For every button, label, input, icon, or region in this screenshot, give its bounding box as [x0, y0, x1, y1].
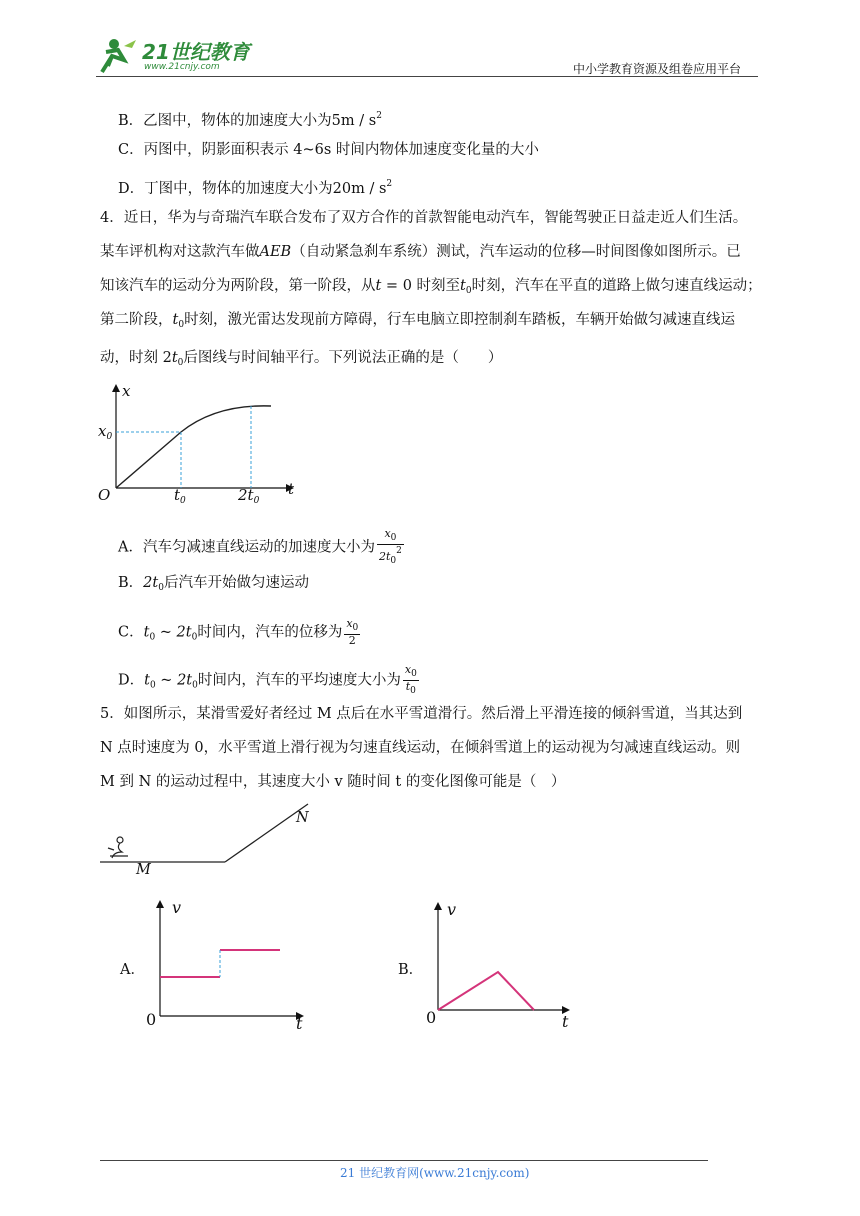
graph-x0-label: $x_0$	[98, 422, 113, 442]
q4-option-c: C．$t_0$ ~ $2t_0$时间内，汽车的位移为 $\frac{x_0}{2}$	[118, 617, 359, 647]
q3-option-b: B．乙图中，物体的加速度大小为$5m / s^2$	[118, 111, 382, 129]
graph-t-label: t	[288, 480, 295, 498]
point-n-label: N	[296, 810, 309, 826]
q5a-v-label: v	[172, 898, 182, 917]
triangle-velocity-line	[438, 972, 534, 1010]
q4-option-a: A．汽车匀减速直线运动的加速度大小为 $\frac{x_0}{2t_0^2}$	[118, 527, 402, 566]
logo-title: 21世纪教育	[142, 40, 250, 64]
graph-x-label: x	[122, 382, 131, 400]
q5b-origin-label: 0	[426, 1008, 437, 1027]
q5-line-3: M 到 N 的运动过程中，其速度大小 v 随时间 t 的变化图像可能是（ ）	[100, 774, 566, 790]
q5-option-a-label: A．	[120, 962, 145, 978]
q4-line-2: 某车评机构对这款汽车做AEB（自动紧急刹车系统）测试，汽车运动的位移—时间图像如图所示。已	[100, 244, 741, 260]
q5-option-b-label: B．	[398, 962, 424, 978]
q5-line-1: 5．如图所示，某滑雪爱好者经过 M 点后在水平雪道滑行。然后滑上平滑连接的倾斜雪道，当其达到	[100, 706, 743, 722]
header-divider	[96, 76, 758, 77]
q5-line-2: N 点时速度为 0，水平雪道上滑行视为匀速直线运动，在倾斜雪道上的运动视为匀减速直线运动。则	[100, 740, 741, 756]
graph-origin-label: O	[98, 486, 111, 504]
q3-option-d: D．丁图中，物体的加速度大小为$20m / s^2$	[118, 179, 393, 197]
q3-option-c: C．丙图中，阴影面积表示 4~6s 时间内物体加速度变化量的大小	[118, 142, 539, 158]
platform-name: 中小学教育资源及组卷应用平台	[573, 62, 742, 76]
y-axis-arrow-icon	[112, 384, 120, 392]
q5-option-a-graph	[150, 898, 310, 1028]
q4-line-3: 知该汽车的运动分为两阶段，第一阶段，从t = 0 时刻至$t_0$时刻，汽车在平直的道路上做匀速直线运动；	[100, 278, 762, 296]
x-t-curve	[116, 406, 271, 488]
q4-line-4: 第二阶段，$t_0$时刻，激光雷达发现前方障碍，行车电脑立即控制刹车踏板，车辆开始做匀减速直线运	[100, 312, 736, 330]
q4-line-5: 动，时刻 $2t_0$后图线与时间轴平行。下列说法正确的是（ ）	[100, 350, 503, 368]
q4-option-b: B．$2t_0$后汽车开始做匀速运动	[118, 575, 309, 593]
q4-line-1: 4．近日，华为与奇瑞汽车联合发布了双方合作的首款智能电动汽车，智能驾驶正日益走近人们生活。	[100, 210, 748, 226]
point-m-label: M	[136, 862, 151, 878]
q5a-t-label: t	[296, 1014, 303, 1033]
q5b-t-label: t	[562, 1012, 569, 1031]
q5a-origin-label: 0	[146, 1010, 157, 1029]
site-logo	[96, 34, 256, 76]
skier-icon	[108, 837, 128, 858]
q5b-v-label: v	[447, 900, 457, 919]
graph-2t0-label: $2t_0$	[238, 486, 260, 506]
footer-divider	[100, 1160, 708, 1161]
q4-option-d: D．$t_0$ ~ $2t_0$时间内，汽车的平均速度大小为 $\frac{x_0}{t_0}$	[118, 663, 417, 696]
graph-t0-label: $t_0$	[174, 486, 186, 506]
logo-url: www.21cnjy.com	[144, 62, 220, 72]
footer-link[interactable]: 21 世纪教育网(www.21cnjy.com)	[340, 1166, 530, 1180]
